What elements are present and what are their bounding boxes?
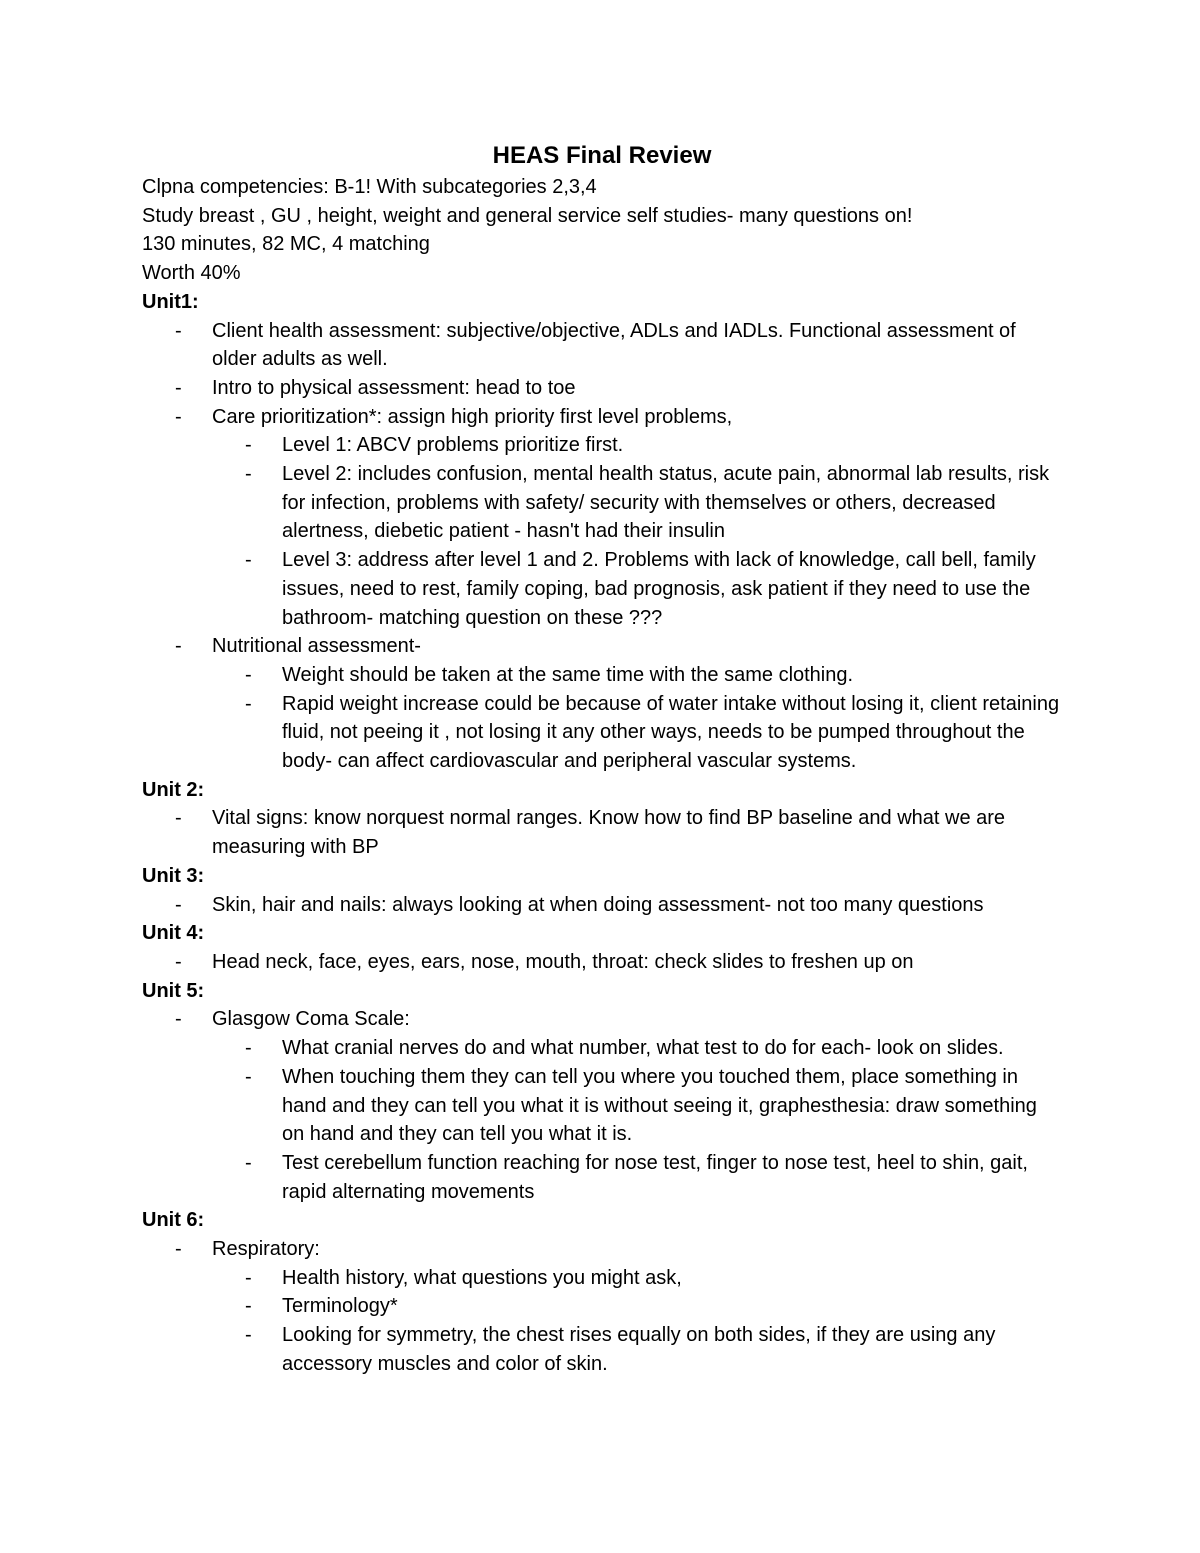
list-item xyxy=(142,948,1062,977)
sub-list-item xyxy=(212,431,1062,460)
unit-heading: Unit 4: xyxy=(142,922,205,945)
list-item-text: Intro to physical assessment: head to toe xyxy=(212,376,576,399)
unit-section xyxy=(142,1206,1062,1378)
intro-line: 130 minutes, 82 MC, 4 matching xyxy=(142,233,430,256)
bullet-dash: - xyxy=(175,1008,182,1031)
sub-list xyxy=(212,1264,1062,1379)
unit-list xyxy=(142,804,1062,861)
list-item-text: Respiratory: xyxy=(212,1238,320,1261)
document-title: HEAS Final Review xyxy=(492,142,712,169)
bullet-dash: - xyxy=(245,1266,252,1289)
bullet-dash: - xyxy=(245,692,252,715)
sub-list-item xyxy=(212,690,1062,776)
unit-heading: Unit 6: xyxy=(142,1209,205,1232)
bullet-dash: - xyxy=(245,434,252,457)
unit-list xyxy=(142,948,1062,977)
sub-list-item xyxy=(212,1292,1062,1321)
sub-list-item-text: Level 3: address after level 1 and 2. Problems with lack of knowledge, call bell, family issues, need to rest, family coping, bad prognosis, ask patient if they need to use the bathroom- matching question on these ??? xyxy=(282,549,1036,629)
list-item-text: Head neck, face, eyes, ears, nose, mouth, throat: check slides to freshen up on xyxy=(212,950,914,973)
unit-section xyxy=(142,288,1062,776)
list-item xyxy=(142,1005,1062,1206)
sub-list xyxy=(212,1034,1062,1206)
list-item xyxy=(142,1235,1062,1379)
sub-list-item-text: Test cerebellum function reaching for nose test, finger to nose test, heel to shin, gait, rapid alternating movements xyxy=(282,1151,1028,1203)
list-item-text: Care prioritization*: assign high priority first level problems, xyxy=(212,405,733,428)
bullet-dash: - xyxy=(245,549,252,572)
bullet-dash: - xyxy=(245,1037,252,1060)
intro-line: Study breast , GU , height, weight and general service self studies- many questions on! xyxy=(142,204,913,227)
sub-list xyxy=(212,661,1062,776)
bullet-dash: - xyxy=(175,893,182,916)
list-item xyxy=(142,804,1062,861)
list-item xyxy=(142,403,1062,633)
bullet-dash: - xyxy=(245,463,252,486)
bullet-dash: - xyxy=(175,405,182,428)
list-item-text: Client health assessment: subjective/objective, ADLs and IADLs. Functional assessment of older adults as well. xyxy=(212,319,1016,371)
unit-heading: Unit 3: xyxy=(142,864,205,887)
document-content xyxy=(142,141,1062,1379)
bullet-dash: - xyxy=(245,663,252,686)
bullet-dash: - xyxy=(245,1295,252,1318)
bullet-dash: - xyxy=(175,950,182,973)
sub-list-item-text: When touching them they can tell you where you touched them, place something in hand and they can tell you what it is without seeing it, graphesthesia: draw something on hand and they can tell you what it is. xyxy=(282,1065,1037,1146)
intro-line: Worth 40% xyxy=(142,262,241,285)
sub-list-item-text: Level 1: ABCV problems prioritize first. xyxy=(282,434,624,457)
bullet-dash: - xyxy=(175,807,182,830)
unit-section xyxy=(142,977,1062,1207)
list-item-text: Nutritional assessment- xyxy=(212,635,421,658)
sub-list-item xyxy=(212,1149,1062,1206)
bullet-dash: - xyxy=(245,1065,252,1088)
bullet-dash: - xyxy=(175,635,182,658)
list-item-text: Vital signs: know norquest normal ranges. Know how to find BP baseline and what we are measuring with BP xyxy=(212,807,1006,859)
list-item-text: Skin, hair and nails: always looking at when doing assessment- not too many questions xyxy=(212,893,984,916)
sub-list-item xyxy=(212,1321,1062,1378)
sub-list-item-text: Rapid weight increase could be because of water intake without losing it, client retaining fluid, not peeing it , not losing it any other ways, needs to be pumped throughout the body- can affect cardiovascular and peripheral vascular systems. xyxy=(282,692,1060,773)
sub-list-item-text: Terminology* xyxy=(282,1295,398,1318)
list-item xyxy=(142,632,1062,776)
sub-list-item-text: Weight should be taken at the same time with the same clothing. xyxy=(282,663,854,686)
sub-list-item xyxy=(212,460,1062,546)
unit-heading: Unit 2: xyxy=(142,778,205,801)
unit-list xyxy=(142,1005,1062,1206)
sub-list-item xyxy=(212,1063,1062,1149)
unit-heading: Unit1: xyxy=(142,290,199,313)
intro-section xyxy=(142,173,1062,288)
sub-list xyxy=(212,431,1062,632)
bullet-dash: - xyxy=(175,1238,182,1261)
sub-list-item xyxy=(212,546,1062,632)
sub-list-item-text: What cranial nerves do and what number, what test to do for each- look on slides. xyxy=(282,1037,1004,1060)
list-item xyxy=(142,374,1062,403)
unit-heading: Unit 5: xyxy=(142,979,205,1002)
unit-list xyxy=(142,891,1062,920)
sub-list-item-text: Health history, what questions you might ask, xyxy=(282,1266,682,1289)
sub-list-item xyxy=(212,1264,1062,1293)
sub-list-item xyxy=(212,661,1062,690)
intro-line: Clpna competencies: B-1! With subcategories 2,3,4 xyxy=(142,176,597,198)
sub-list-item-text: Level 2: includes confusion, mental health status, acute pain, abnormal lab results, risk for infection, problems with safety/ security with themselves or others, decreased alertness, diebetic patient - hasn't had their insulin xyxy=(282,463,1050,543)
unit-section xyxy=(142,776,1062,862)
list-item xyxy=(142,891,1062,920)
bullet-dash: - xyxy=(175,376,182,399)
list-item-text: Glasgow Coma Scale: xyxy=(212,1008,410,1031)
bullet-dash: - xyxy=(245,1324,252,1347)
unit-list xyxy=(142,1235,1062,1379)
unit-section xyxy=(142,919,1062,976)
sub-list-item xyxy=(212,1034,1062,1063)
bullet-dash: - xyxy=(175,319,182,342)
bullet-dash: - xyxy=(245,1151,252,1174)
unit-section xyxy=(142,862,1062,919)
sub-list-item-text: Looking for symmetry, the chest rises equally on both sides, if they are using any accessory muscles and color of skin. xyxy=(282,1324,996,1375)
list-item xyxy=(142,317,1062,374)
unit-list xyxy=(142,317,1062,776)
